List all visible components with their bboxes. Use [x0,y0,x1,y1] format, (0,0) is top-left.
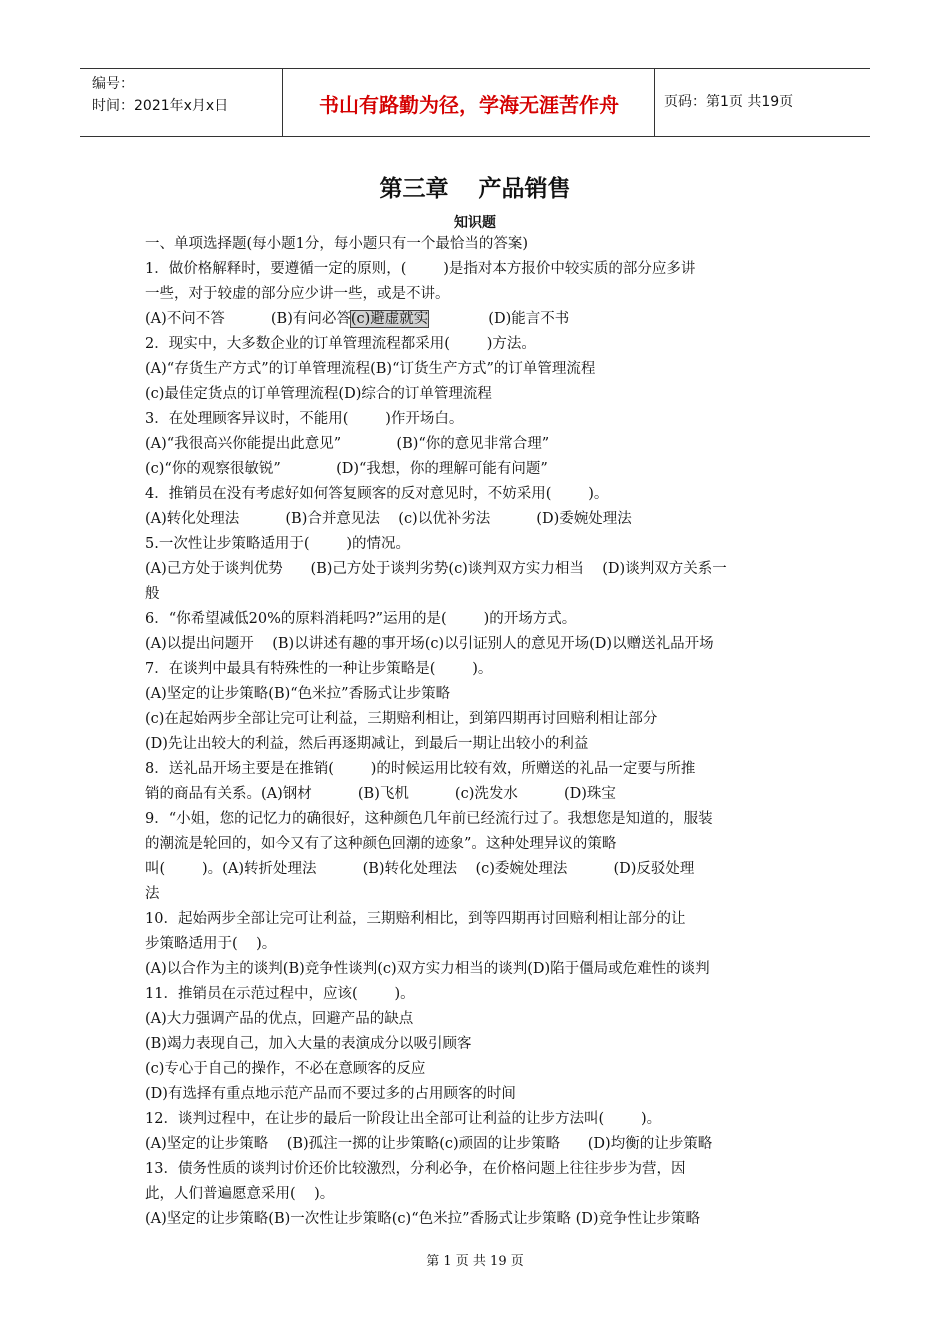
text-line: (A)坚定的让步策略(B)一次性让步策略(c)“色米拉”香肠式让步策略 (D)竞争性让步策略 [145,1211,701,1227]
q1-option-d: (D)能言不书 [488,311,570,327]
section-subtitle: 知识题 [454,215,496,231]
text-line: 法 [145,886,160,902]
text-line: 8．送礼品开场主要是在推销( )的时候运用比较有效，所赠送的礼品一定要与所推 [145,761,696,777]
text-line: (A)以合作为主的谈判(B)竞争性谈判(c)双方实力相当的谈判(D)陷于僵局或危难性的谈判 [145,961,710,977]
header-left [92,73,228,117]
highlighted-option: (c)避虚就实 [350,311,429,327]
text-line: 叫( )。(A)转折处理法 (B)转化处理法 (c)委婉处理法 (D)反驳处理 [145,861,695,877]
text-line [145,307,810,332]
text-line: 2．现实中，大多数企业的订单管理流程都采用( )方法。 [145,336,536,352]
text-line: 销的商品有关系。(A)钢材 (B)飞机 (c)洗发水 (D)珠宝 [145,786,616,802]
text-line: 10．起始两步全部让完可让利益，三期赔利相比，到等四期再讨回赔利相让部分的让 [145,911,686,927]
text-line: 7．在谈判中最具有特殊性的一种让步策略是( )。 [145,661,493,677]
text-line: 6．“你希望减低20%的原料消耗吗?”运用的是( )的开场方式。 [145,611,577,627]
text-line: (A)以提出问题开 (B)以讲述有趣的事开场(c)以引证别人的意见开场(D)以赠送礼品开场 [145,636,714,652]
text-line: (D)先让出较大的利益，然后再逐期减让，到最后一期让出较小的利益 [145,736,589,752]
header-divider [654,69,655,136]
text-line: (B)竭力表现自己，加入大量的表演成分以吸引顾客 [145,1036,472,1052]
text-line: 3．在处理顾客异议时，不能用( )作开场白。 [145,411,464,427]
text-line: 9．“小姐，您的记忆力的确很好，这种颜色几年前已经流行过了。我想您是知道的，服装 [145,811,713,827]
text-line: 步策略适用于( )。 [145,936,277,952]
text-line: 的潮流是轮回的，如今又有了这种颜色回潮的迹象”。这种处理异议的策略 [145,836,617,852]
text-line: 12．谈判过程中，在让步的最后一阶段让出全部可让利益的让步方法叫( )。 [145,1111,662,1127]
text-line: (c)在起始两步全部让完可让利益，三期赔利相让，到第四期再讨回赔利相让部分 [145,711,658,727]
number-label: 编号： [92,76,134,92]
text-line: 1．做价格解释时，要遵循一定的原则，( )是指对本方报价中较实质的部分应多讲 [145,261,696,277]
text-line: 一、单项选择题(每小题1分，每小题只有一个最恰当的答案) [145,236,529,252]
q1-options-ab: (A)不问不答 (B)有问必答 [145,311,351,327]
page-footer: 第 1 页 共 19 页 [426,1254,524,1269]
text-line: (c)最佳定货点的订单管理流程(D)综合的订单管理流程 [145,386,492,402]
text-line: 般 [145,586,160,602]
text-line: 5.一次性让步策略适用于( )的情况。 [145,536,411,552]
text-line: (D)有选择有重点地示范产品而不要过多的占用顾客的时间 [145,1086,516,1102]
header-motto: 书山有路勤为径，学海无涯苦作舟 [319,93,619,117]
text-line: (A)大力强调产品的优点，回避产品的缺点 [145,1011,414,1027]
text-line: 此，人们普遍愿意采用( )。 [145,1186,335,1202]
time-label: 时间：2021年x月x日 [92,98,229,114]
text-line: (A)坚定的让步策略(B)“色米拉”香肠式让步策略 [145,686,451,702]
text-line: 11．推销员在示范过程中，应该( )。 [145,986,415,1002]
text-line: (A)“我很高兴你能提出此意见” (B)“你的意见非常合理” [145,436,550,452]
text-line: (c)专心于自己的操作，不必在意顾客的反应 [145,1061,426,1077]
text-line: (A)坚定的让步策略 (B)孤注一掷的让步策略(c)顽固的让步策略 (D)均衡的让步策略 [145,1136,713,1152]
text-line: 4．推销员在没有考虑好如何答复顾客的反对意见时，不妨采用( )。 [145,486,609,502]
text-line: (A)“存货生产方式”的订单管理流程(B)“订货生产方式”的订单管理流程 [145,361,596,377]
text-line: 一些，对于较虚的部分应少讲一些，或是不讲。 [145,286,450,302]
text-line: (A)转化处理法 (B)合并意见法 (c)以优补劣法 (D)委婉处理法 [145,511,632,527]
question-body [145,232,810,1232]
page-header [80,68,870,137]
header-divider [282,69,283,136]
text-line: (c)“你的观察很敏锐” (D)“我想，你的理解可能有问题” [145,461,548,477]
page-indicator: 页码：第1页 共19页 [664,94,794,110]
text-line: (A)己方处于谈判优势 (B)己方处于谈判劣势(c)谈判双方实力相当 (D)谈判双方关系一 [145,561,727,577]
text-line: 13．债务性质的谈判讨价还价比较激烈，分利必争，在价格问题上往往步步为营，因 [145,1161,686,1177]
chapter-title: 第三章 产品销售 [379,176,571,202]
